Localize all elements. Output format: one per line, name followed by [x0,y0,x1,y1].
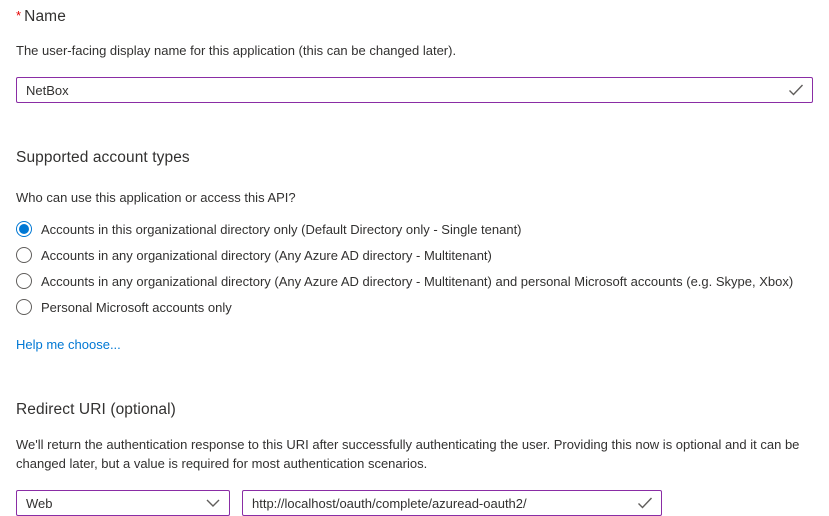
redirect-uri-row [16,490,813,516]
redirect-uri-input[interactable] [243,491,661,515]
platform-selected-value: Web [26,495,53,511]
redirect-uri-input-container [242,490,662,516]
name-input-container [16,77,813,103]
redirect-uri-section-title: Redirect URI (optional) [16,401,176,418]
account-types-question: Who can use this application or access this API? [16,190,296,205]
name-input[interactable] [17,78,812,102]
radio-button-icon [16,273,32,289]
radio-option-multitenant[interactable] [16,242,813,268]
redirect-uri-description: We'll return the authentication response to this URI after successfully authenticating the user. Providing this now is optional and it can be changed later, but a value is required for most authentication scenarios. [16,437,800,471]
name-section-title [16,8,813,26]
radio-option-single-tenant[interactable] [16,216,813,242]
account-types-radio-group [16,216,813,320]
help-me-choose-link[interactable]: Help me choose... [16,337,121,352]
radio-option-multitenant-personal[interactable] [16,268,813,294]
radio-option-label: Accounts in this organizational directory only (Default Directory only - Single tenant) [41,221,522,237]
radio-option-personal-only[interactable] [16,294,813,320]
required-marker: * [16,8,22,23]
account-types-section-title: Supported account types [16,149,190,166]
name-description: The user-facing display name for this application (this can be changed later). [16,43,457,58]
radio-button-icon [16,299,32,315]
radio-option-label: Accounts in any organizational directory (Any Azure AD directory - Multitenant) [41,247,492,263]
chevron-down-icon [206,499,220,508]
radio-option-label: Accounts in any organizational directory (Any Azure AD directory - Multitenant) and personal Microsoft accounts (e.g. Skype, Xbox) [41,273,794,289]
radio-button-icon [16,247,32,263]
platform-select-dropdown[interactable] [16,490,230,516]
name-title-text: Name [24,8,66,25]
radio-button-icon [16,221,32,237]
radio-option-label: Personal Microsoft accounts only [41,299,232,315]
